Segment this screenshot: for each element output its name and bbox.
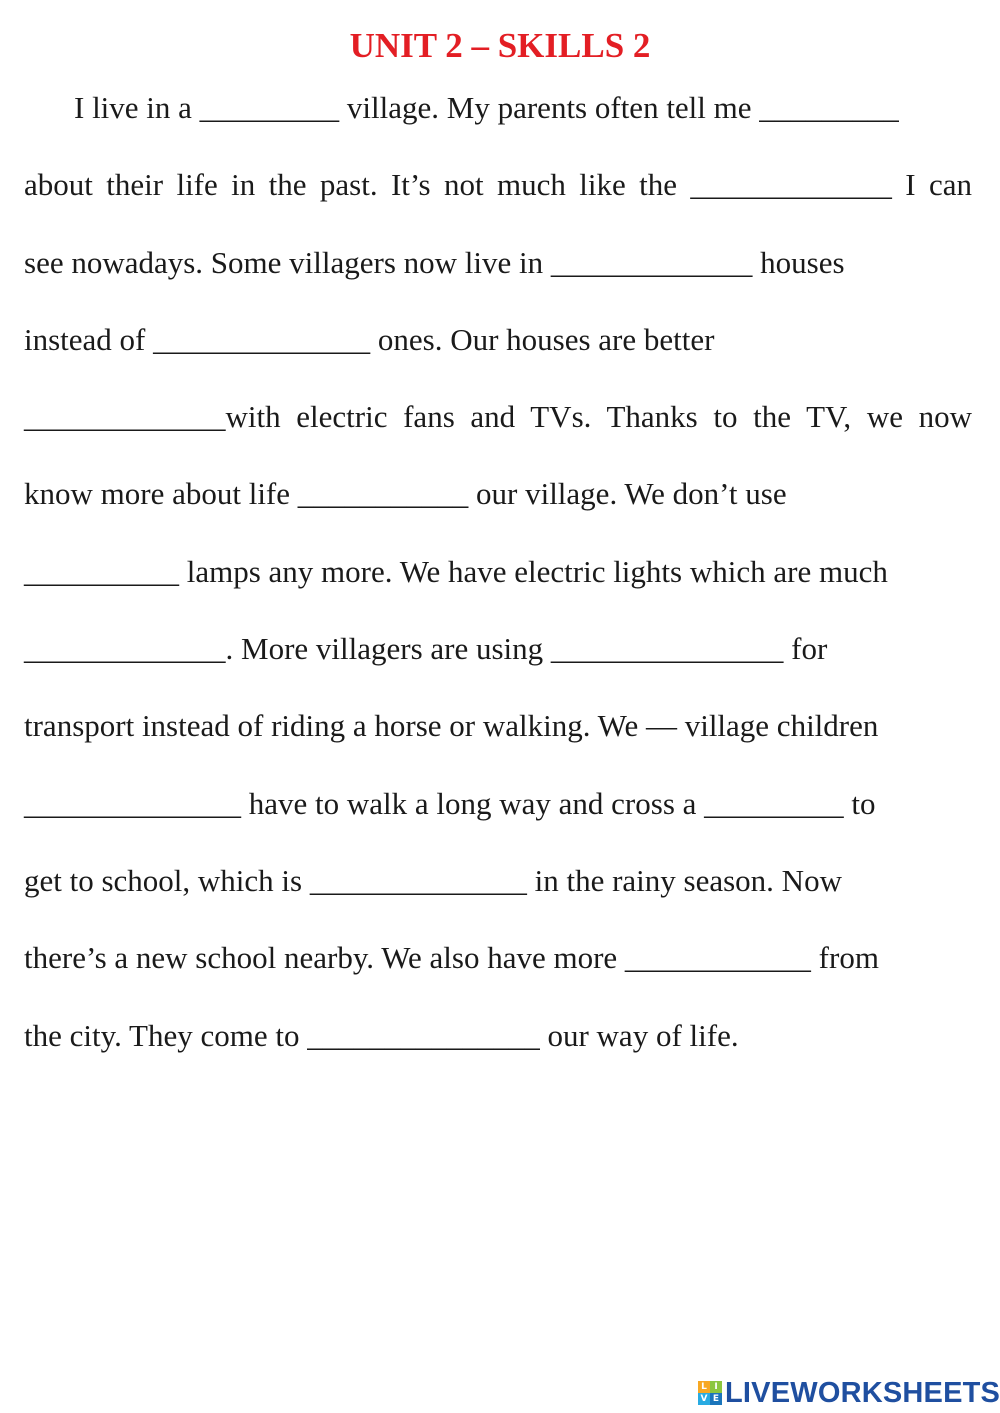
worksheet-title: UNIT 2 – SKILLS 2 <box>349 26 651 65</box>
passage-line: ______________ have to walk a long way and cross a _________ to <box>24 785 876 821</box>
logo-text: LIVEWORKSHEETS <box>725 1376 1000 1409</box>
liveworksheets-mark-icon <box>698 1381 722 1405</box>
passage-line: know more about life ___________ our village. We don’t use <box>24 476 787 512</box>
logo-mark-letter: V <box>698 1393 710 1405</box>
liveworksheets-logo <box>698 1375 1000 1411</box>
cloze-passage <box>24 88 984 1093</box>
passage-line: there’s a new school nearby. We also have more ____________ from <box>24 940 879 976</box>
passage-line: _____________with electric fans and TVs. Thanks to the TV, we now <box>24 399 972 435</box>
passage-line: instead of ______________ ones. Our houses are better <box>24 321 715 357</box>
passage-line: the city. They come to _______________ our way of life. <box>24 1017 739 1053</box>
passage-line: about their life in the past. It’s not much like the _____________ I can <box>24 167 972 203</box>
passage-line: get to school, which is ______________ in the rainy season. Now <box>24 862 842 898</box>
logo-mark-letter: L <box>698 1381 710 1393</box>
passage-line: transport instead of riding a horse or walking. We — village children <box>24 708 879 744</box>
logo-mark-letter: I <box>710 1381 722 1393</box>
logo-mark-letter: E <box>710 1393 722 1405</box>
passage-line: I live in a _________ village. My parents often tell me _________ <box>74 90 899 125</box>
passage-line: __________ lamps any more. We have electric lights which are much <box>24 553 888 589</box>
passage-line: see nowadays. Some villagers now live in _____________ houses <box>24 244 845 280</box>
passage-line: _____________. More villagers are using _______________ for <box>24 631 828 667</box>
